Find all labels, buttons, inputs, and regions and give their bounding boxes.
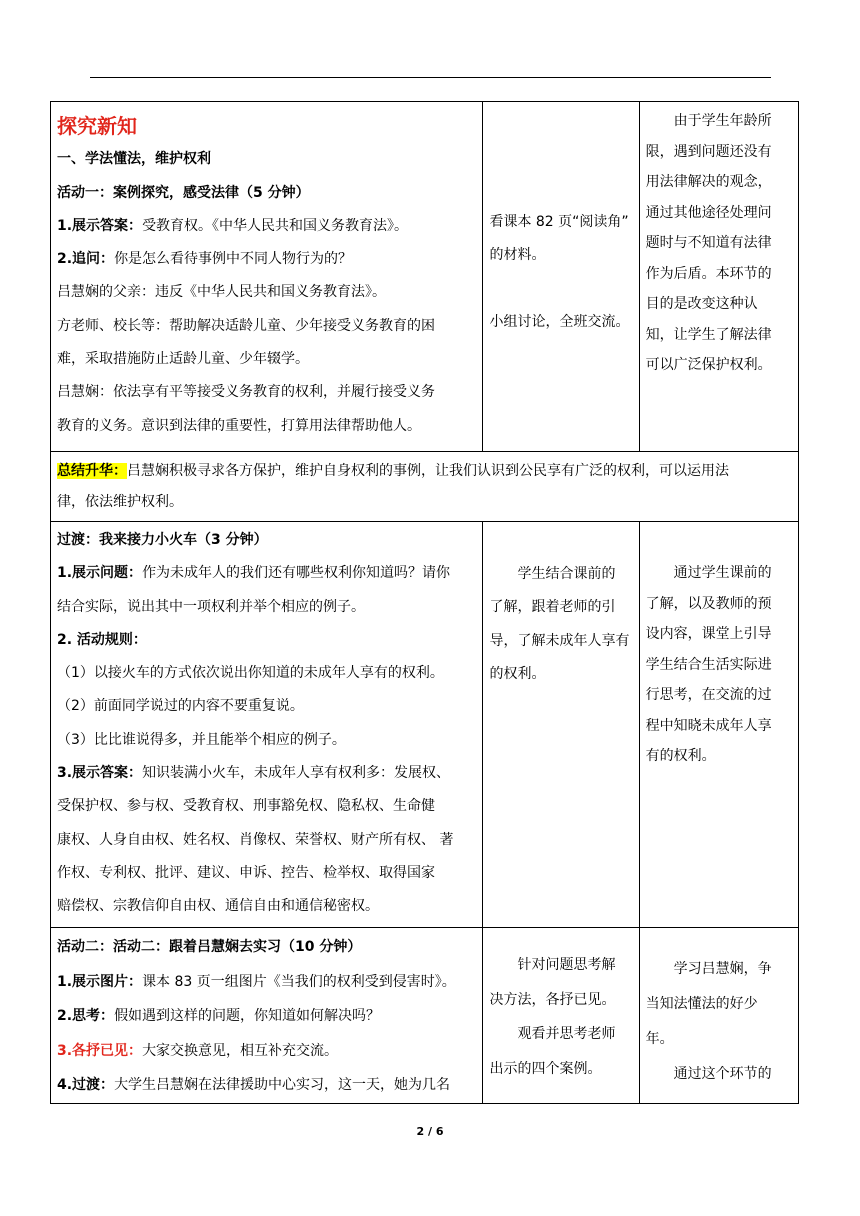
table-row	[51, 522, 799, 928]
rule-item: （3）比比谁说得多，并且能举个相应的例子。	[57, 731, 346, 748]
text-line: 康权、人身自由权、姓名权、肖像权、荣誉权、财产所有权、 著	[57, 831, 454, 848]
text-line: 方老师、校长等：帮助解决适龄儿童、少年接受义务教育的困	[57, 317, 435, 334]
text-line: 当知法懂法的好少	[645, 996, 758, 1012]
transition-heading: 过渡：我来接力小火车（3 分钟）	[57, 532, 268, 548]
text-line: 赔偿权、宗教信仰自由权、通信自由和通信秘密权。	[57, 898, 379, 915]
teacher-activity-cell	[51, 928, 483, 1104]
student-activity-cell	[483, 102, 639, 452]
text-line: 3.各抒已见：大家交换意见，相互补充交流。	[57, 1042, 339, 1059]
text-line: 由于学生年龄所	[673, 113, 772, 129]
text-line: 结合实际，说出其中一项权利并举个相应的例子。	[57, 598, 365, 615]
text-line: 小组讨论，全班交流。	[489, 313, 630, 330]
text-line: 教育的义务。意识到法律的重要性，打算用法律帮助他人。	[57, 417, 421, 434]
text-line: 吕慧娴的父亲：违反《中华人民共和国义务教育法》。	[57, 284, 386, 301]
summary-line: 律，依法维护权利。	[57, 494, 183, 510]
text-line: 了解，以及教师的预	[645, 595, 772, 612]
text-line: 行思考，在交流的过	[645, 687, 772, 703]
rule-item: （1）以接火车的方式依次说出你知道的未成年人享有的权利。	[57, 665, 444, 682]
text-line: 2.思考：假如遇到这样的问题，你知道如何解决吗？	[57, 1008, 381, 1024]
summary-line: 总结升华：吕慧娴积极寻求各方保护，维护自身权利的事例，让我们认识到公民享有广泛的权利，可以运用法	[57, 463, 729, 479]
question-line: 2.追问：你是怎么看待事例中不同人物行为的？	[57, 251, 353, 268]
design-intent-cell	[639, 102, 798, 452]
text-line	[489, 273, 632, 306]
text-line: 吕慧娴：依法享有平等接受义务教育的权利，并履行接受义务	[57, 384, 435, 401]
text-line: 难，采取措施防止适龄儿童、少年辍学。	[57, 351, 309, 368]
text-line: 通过其他途径处理问	[645, 204, 772, 221]
text-line: 1.展示图片：课本 83 页一组图片《当我们的权利受到侵害时》。	[57, 973, 456, 990]
section-heading: 一、学法懂法，维护权利	[57, 151, 211, 168]
student-activity-cell	[483, 928, 639, 1104]
table-row	[51, 102, 799, 452]
teacher-activity-cell	[51, 522, 483, 928]
text-line: 看课本 82 页“阅读角”	[489, 214, 629, 230]
text-line: 出示的四个案例。	[489, 1060, 602, 1077]
design-intent-cell	[639, 928, 798, 1104]
page-number: 2 / 6	[416, 1125, 444, 1138]
text-line: 题时与不知道有法律	[645, 235, 772, 251]
text-line: 的权利。	[489, 665, 546, 682]
text-line: 用法律解决的观念，	[645, 174, 772, 190]
text-line: 受保护权、参与权、受教育权、刑事豁免权、隐私权、生命健	[57, 798, 435, 815]
summary-cell	[51, 452, 799, 522]
header-rule	[90, 77, 771, 78]
table-row	[51, 928, 799, 1104]
text-line: 的材料。	[489, 247, 546, 264]
student-activity-cell	[483, 522, 639, 928]
activity-heading: 活动二：活动二：跟着吕慧娴去实习（10 分钟）	[57, 939, 362, 955]
text-line: 限，遇到问题还没有	[645, 143, 772, 160]
rules-label: 2. 活动规则：	[57, 631, 147, 648]
text-line: 有的权利。	[645, 748, 716, 764]
text-line: 年。	[645, 1031, 674, 1047]
design-intent-cell	[639, 522, 798, 928]
activity-heading: 活动一：案例探究，感受法律（5 分钟）	[57, 184, 310, 201]
text-line: 学生结合课前的	[517, 566, 616, 582]
section-title: 探究新知	[57, 114, 137, 138]
text-line: 程中知晓未成年人享	[645, 717, 772, 734]
answer-line: 3.展示答案：知识装满小火车，未成年人享有权利多：发展权、	[57, 765, 451, 782]
teacher-activity-cell	[51, 102, 483, 452]
text-line: 学习吕慧娴，争	[673, 961, 772, 977]
text-line: 可以广泛保护权利。	[645, 357, 772, 373]
lesson-plan-table	[50, 101, 799, 1104]
text-line: 作为后盾。本环节的	[645, 265, 772, 282]
text-line: 通过这个环节的	[673, 1066, 772, 1082]
text-line: 设内容，课堂上引导	[645, 626, 772, 642]
summary-label: 总结升华：	[57, 463, 127, 479]
text-line: 通过学生课前的	[673, 565, 772, 581]
answer-line: 1.展示答案：受教育权。《中华人民共和国义务教育法》。	[57, 217, 409, 234]
table-row	[51, 452, 799, 522]
text-line: 4.过渡：大学生吕慧娴在法律援助中心实习，这一天，她为几名	[57, 1077, 451, 1093]
rule-item: （2）前面同学说过的内容不要重复说。	[57, 698, 304, 715]
text-line: 目的是改变这种认	[645, 296, 758, 312]
text-line: 知，让学生了解法律	[645, 326, 772, 343]
text-line: 导，了解未成年人享有	[489, 632, 630, 649]
text-line: 决方法，各抒已见。	[489, 991, 616, 1008]
text-line: 作权、专利权、批评、建议、申诉、控告、检举权、取得国家	[57, 864, 435, 881]
text-line: 学生结合生活实际进	[645, 656, 772, 673]
text-line: 针对问题思考解	[517, 957, 616, 973]
text-line: 了解，跟着老师的引	[489, 599, 616, 616]
question-line: 1.展示问题：作为未成年人的我们还有哪些权利你知道吗？请你	[57, 565, 451, 582]
text-line: 观看并思考老师	[517, 1026, 616, 1042]
